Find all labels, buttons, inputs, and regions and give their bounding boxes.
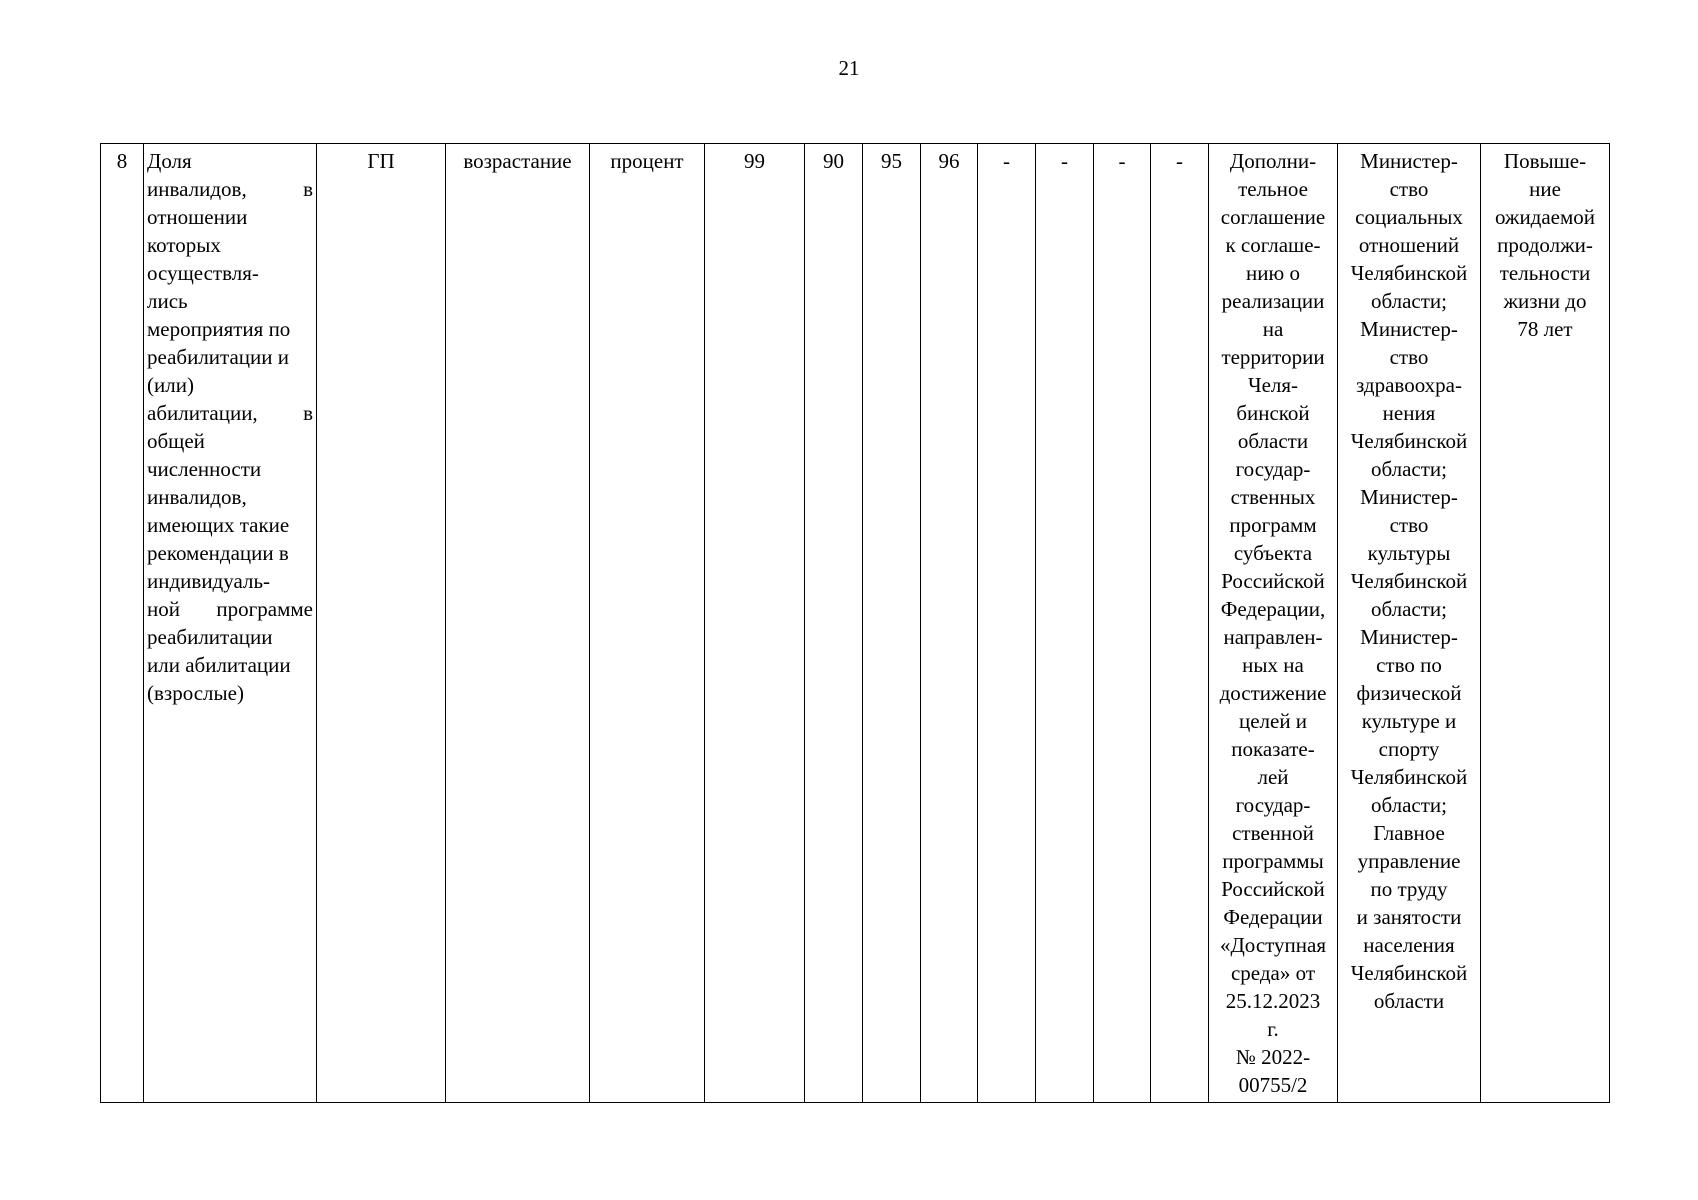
responsible-text-line: области; [1370,457,1448,481]
responsible-text-line: области; [1370,289,1448,313]
indicator-name-line: осуществля- [147,261,259,285]
responsible-text-line: Министер- [1360,149,1458,173]
value-cell-7 [1151,144,1209,1103]
value-cell-2 [863,144,921,1103]
indicator-name-line: рекомендации в [147,541,289,565]
document-text [1212,147,1334,1099]
document-text-line: ных на [1242,653,1304,677]
responsible-text-line: области [1373,989,1445,1013]
document-text-line: целей и [1238,709,1308,733]
indicator-name-line [147,595,313,623]
responsible-text-line: управление [1357,849,1461,873]
indicator-name-line: отношении [147,205,248,229]
document-text-line: «Доступная [1219,933,1327,957]
document-text-line: г. [1267,1017,1279,1041]
goal-cell [1481,144,1610,1103]
indicator-name-line: общей [147,429,205,453]
indicator-name-word: абилитации, [147,401,258,425]
indicator-name-line: мероприятия по [147,317,291,341]
value-cell-1 [805,144,863,1103]
document-text-line: 00755/2 [1238,1073,1308,1097]
value-cell-5 [1036,144,1094,1103]
indicator-name-line: инвалидов, [147,485,247,509]
document-cell [1209,144,1338,1103]
document-text-line: государ- [1235,793,1311,817]
row-index-cell [101,144,144,1103]
level-value: ГП [367,149,395,173]
indicator-name-line: реабилитации и [147,345,289,369]
indicator-name-line: лись [147,289,188,313]
trend-cell [446,144,590,1103]
indicator-name-line: численности [147,457,262,481]
document-text-line: нию о [1246,261,1300,285]
responsible-text-line: Главное [1373,821,1445,845]
responsible-text-line: культуры [1367,541,1451,565]
indicator-name-line: индивидуаль- [147,569,271,593]
responsible-text-line: ство [1389,513,1429,537]
responsible-text-line: физической [1356,681,1462,705]
indicator-name-word: программе [216,597,313,621]
responsible-text-line: по труду [1370,877,1448,901]
indicator-name-line: (взрослые) [147,681,244,705]
value-cell-3 [921,144,978,1103]
table-row [101,144,1610,1103]
indicator-name-line: имеющих такие [147,513,290,537]
row-index: 8 [116,149,128,173]
document-text-line: субъекта [1233,541,1313,565]
value-cell-4 [978,144,1036,1103]
document-text-line: на [1262,317,1284,341]
value-2: 95 [881,149,902,173]
responsible-text-line: Министер- [1360,625,1458,649]
indicator-name-line: которых [147,233,221,257]
responsible-text-line: нения [1382,401,1436,425]
document-text-line: ственной [1232,821,1314,845]
indicator-name-word: ной [147,597,180,621]
trend-value: возрастание [463,149,572,173]
document-text-line: лей [1257,765,1289,789]
document-text-line: достижение [1219,681,1327,705]
goal-text-line: продолжи- [1497,233,1593,257]
responsible-text-line: Челябинской [1350,765,1468,789]
document-text-line: Челя- [1247,373,1299,397]
document-text-line: к соглаше- [1225,233,1321,257]
responsible-text-line: Челябинской [1350,429,1468,453]
document-text-line: Федерации [1223,905,1323,929]
indicator-table [100,143,1610,1103]
document-text-line: соглашение [1220,205,1326,229]
indicator-name-line: или абилитации [147,653,291,677]
responsible-text-line: отношений [1358,233,1460,257]
document-text-line: Российской [1221,569,1325,593]
indicator-name-line: Доля [147,149,192,173]
responsible-text-line: Челябинской [1350,961,1468,985]
document-text-line: ственных [1230,485,1316,509]
indicator-name-line: реабилитации [147,625,273,649]
responsible-text-line: области; [1370,597,1448,621]
document-text-line: Российской [1221,877,1325,901]
goal-text-line: тельности [1499,261,1591,285]
value-7: - [1176,149,1183,173]
responsible-text-line: ство [1389,345,1429,369]
level-cell [317,144,446,1103]
document-text-line: тельное [1238,177,1308,201]
responsible-text-line: Челябинской [1350,261,1468,285]
indicator-name-cell [144,144,317,1103]
responsible-cell [1338,144,1481,1103]
document-text-line: программы [1222,849,1324,873]
goal-text-line: 78 лет [1517,317,1573,341]
responsible-text-line: здравоохра- [1356,373,1462,397]
value-cell-6 [1094,144,1151,1103]
indicator-name-word: в [303,401,313,425]
goal-text-line: ожидаемой [1494,205,1596,229]
base-value-cell [705,144,805,1103]
document-text-line: программ [1229,513,1317,537]
document-text-line: бинской [1236,401,1310,425]
responsible-text-line: населения [1363,933,1455,957]
responsible-text-line: области; [1370,793,1448,817]
document-text-line: 25.12.2023 [1225,989,1321,1013]
document-text-line: показате- [1231,737,1315,761]
responsible-text-line: культуре и [1361,709,1457,733]
indicator-name-line [147,399,313,427]
indicator-name-word: инвалидов, [147,177,247,201]
document-text-line: № 2022- [1235,1045,1311,1069]
indicator-name-word: в [303,177,313,201]
indicator-name-line [147,175,313,203]
document-text-line: территории [1221,345,1325,369]
base-value: 99 [744,149,765,173]
unit-cell [590,144,705,1103]
responsible-text-line: и занятости [1356,905,1462,929]
page-number: 21 [838,56,860,80]
document-text-line: государ- [1235,457,1311,481]
value-1: 90 [823,149,844,173]
value-6: - [1118,149,1126,173]
goal-text-line: ние [1529,177,1561,201]
responsible-text-line: Челябинской [1350,569,1468,593]
goal-text-line: жизни до [1503,289,1587,313]
responsible-text-line: Министер- [1360,485,1458,509]
responsible-text-line: социальных [1355,205,1463,229]
document-text-line: среда» от [1230,961,1316,985]
document-text-line: Дополни- [1229,149,1317,173]
document-text-line: направлен- [1223,625,1323,649]
indicator-name [147,147,313,707]
value-4: - [1003,149,1010,173]
value-5: - [1061,149,1068,173]
responsible-text-line: спорту [1378,737,1440,761]
document-text-line: области [1237,429,1309,453]
document-text-line: Федерации, [1220,597,1326,621]
goal-text-line: Повыше- [1503,149,1587,173]
value-3: 96 [938,149,960,173]
indicator-name-line: (или) [147,373,194,397]
document-text-line: реализации [1221,289,1325,313]
responsible-text-line: ство по [1376,653,1442,677]
responsible-text-line: Министер- [1360,317,1458,341]
responsible-text [1341,147,1477,1015]
responsible-text-line: ство [1389,177,1429,201]
goal-text [1484,147,1606,343]
unit-value: процент [610,149,684,173]
